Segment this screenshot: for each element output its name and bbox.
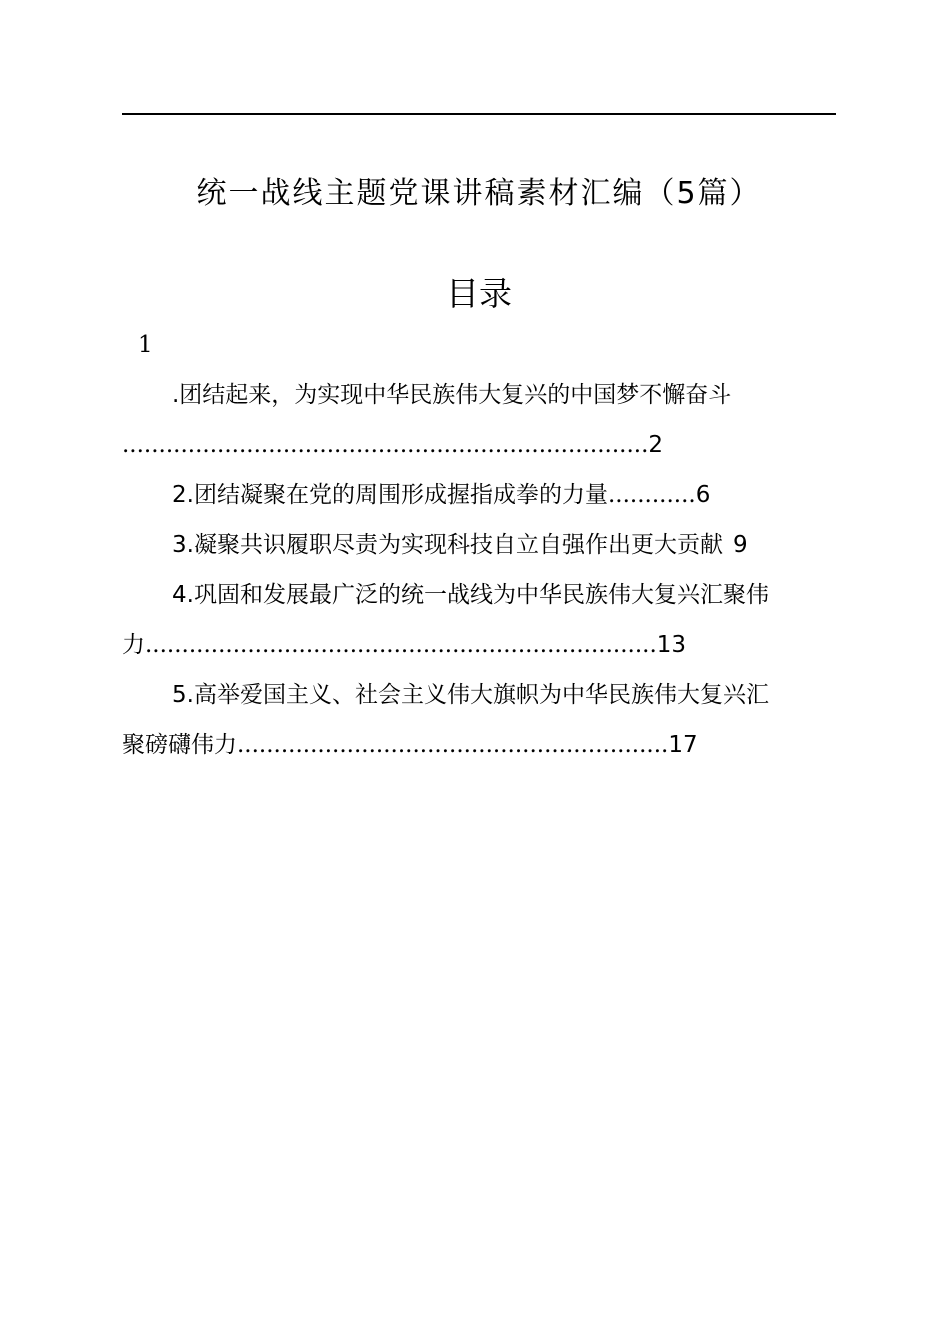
toc-entry-4-leader: ...................................................................... [145, 632, 657, 658]
toc-entry-5-title-cont: 聚磅礴伟力 [122, 732, 237, 758]
toc-entry-1-number: 1 [138, 332, 153, 358]
toc-entry-2-page: 6 [695, 482, 711, 508]
toc-entry-4-leader-row [122, 630, 686, 660]
toc-entry-2-title: 2.团结凝聚在党的周围形成握指成拳的力量 [172, 482, 608, 508]
header-rule [122, 113, 836, 115]
toc-entry-3-row[interactable] [172, 530, 748, 560]
toc-entry-3-title: 3.凝聚共识履职尽责为实现科技自立自强作出更大贡献 [172, 532, 723, 558]
toc-entry-4-title[interactable]: 4.巩固和发展最广泛的统一战线为中华民族伟大复兴汇聚伟 [172, 582, 769, 608]
toc-entry-5-leader: ........................................................... [237, 732, 669, 758]
toc-entry-5-leader-row [122, 730, 698, 760]
toc-entry-1-leader-row [122, 430, 663, 460]
toc-entry-1-title[interactable]: .团结起来，为实现中华民族伟大复兴的中国梦不懈奋斗 [172, 382, 732, 408]
toc-entry-4-page: 13 [656, 632, 687, 658]
document-title: 统一战线主题党课讲稿素材汇编（5篇） [196, 176, 762, 211]
toc-heading: 目录 [446, 274, 512, 313]
toc-entry-2-row[interactable] [172, 480, 710, 510]
toc-entry-5-page: 17 [668, 732, 698, 758]
toc-entry-1-leader: ........................................................................ [122, 432, 649, 458]
toc-entry-1-page: 2 [648, 432, 664, 458]
toc-entry-5-title[interactable]: 5.高举爱国主义、社会主义伟大旗帜为中华民族伟大复兴汇 [172, 682, 769, 708]
toc-entry-4-title-cont: 力 [122, 632, 145, 658]
toc-entry-3-page: 9 [732, 532, 748, 558]
toc-entry-2-leader: ............ [607, 482, 696, 508]
